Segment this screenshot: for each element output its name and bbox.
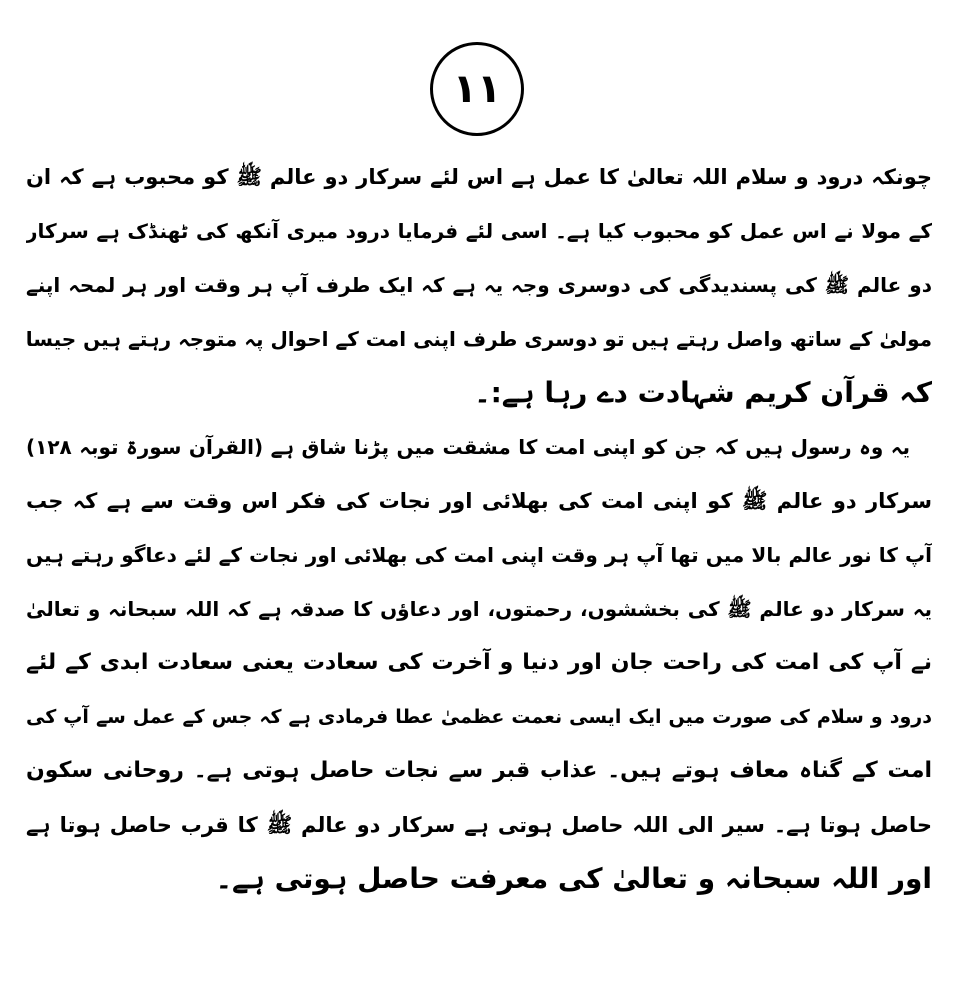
text-line: چونکہ درود و سلام اللہ تعالیٰ کا عمل ہے اس لئے سرکار دو عالم ﷺ کو محبوب ہے کہ ان bbox=[26, 165, 932, 189]
body-text bbox=[26, 150, 932, 906]
text-line: کہ قرآن کریم شہادت دے رہا ہے:۔ bbox=[474, 376, 932, 409]
text-line: امت کے گناہ معاف ہوتے ہیں۔ عذاب قبر سے نجات حاصل ہوتی ہے۔ روحانی سکون bbox=[26, 758, 932, 783]
page-number: ۱۱ bbox=[452, 66, 502, 112]
text-line: سرکار دو عالم ﷺ کو اپنی امت کی بھلائی اور نجات کی فکر اس وقت سے ہے کہ جب bbox=[26, 489, 932, 513]
text-line: درود و سلام کی صورت میں ایک ایسی نعمت عظمیٰ عطا فرمادی ہے کہ جس کے عمل سے آپ کی bbox=[26, 706, 932, 728]
text-line: دو عالم ﷺ کی پسندیدگی کی دوسری وجہ یہ ہے کہ ایک طرف آپ ہر وقت اور ہر لمحہ اپنے bbox=[26, 273, 932, 297]
text-line: یہ سرکار دو عالم ﷺ کی بخششوں، رحمتوں، اور دعاؤں کا صدقہ ہے کہ اللہ سبحانہ و تعالیٰ bbox=[26, 597, 932, 621]
text-line: آپ کا نور عالم بالا میں تھا آپ ہر وقت اپنی امت کی بھلائی اور نجات کے لئے دعاگو رہتے ہیں bbox=[26, 543, 932, 567]
quran-quote-line: یہ وہ رسول ہیں کہ جن کو اپنی امت کا مشقت میں پڑنا شاق ہے (القرآن سورۃ توبہ ۱۲۸) bbox=[26, 435, 910, 459]
text-line: حاصل ہوتا ہے۔ سیر الی اللہ حاصل ہوتی ہے سرکار دو عالم ﷺ کا قرب حاصل ہوتا ہے bbox=[26, 813, 932, 837]
text-line: اور اللہ سبحانہ و تعالیٰ کی معرفت حاصل ہوتی ہے۔ bbox=[215, 862, 932, 895]
text-line: کے مولا نے اس عمل کو محبوب کیا ہے۔ اسی لئے فرمایا درود میری آنکھ کی ٹھنڈک ہے سرکار bbox=[26, 219, 932, 243]
text-line: نے آپ کی امت کی راحت جان اور دنیا و آخرت کی سعادت یعنی سعادت ابدی کے لئے bbox=[26, 650, 932, 675]
text-line: مولیٰ کے ساتھ واصل رہتے ہیں تو دوسری طرف اپنی امت کے احوال پہ متوجہ رہتے ہیں جیسا bbox=[26, 327, 932, 351]
page-number-badge bbox=[430, 42, 524, 136]
